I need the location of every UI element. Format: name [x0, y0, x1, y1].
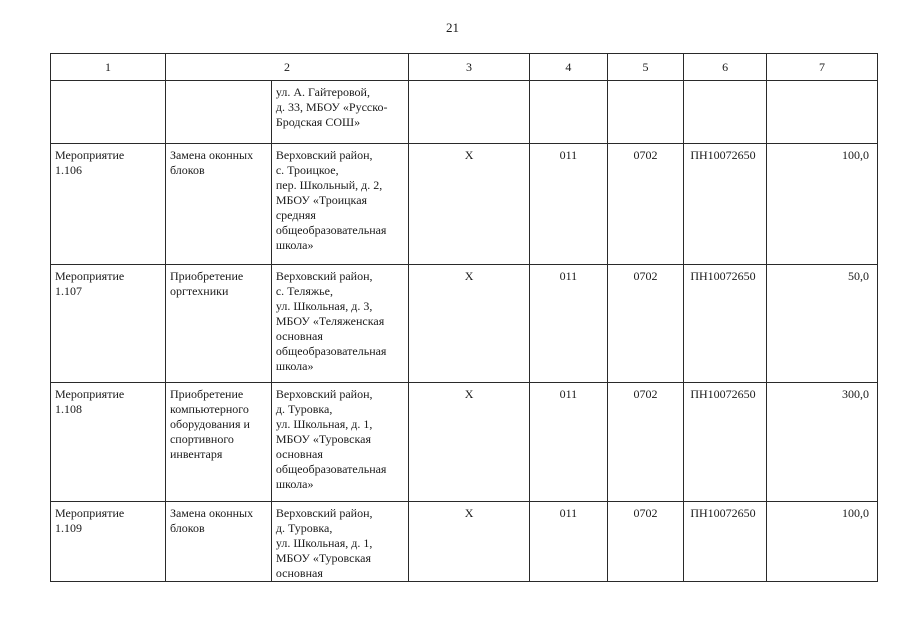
cell-col-5: 0702: [607, 144, 684, 265]
cell-col-3: Х: [409, 383, 530, 502]
cell-col-5: 0702: [607, 502, 684, 582]
cell-col-4: 011: [530, 144, 608, 265]
cell-col-7: 300,0: [767, 383, 878, 502]
header-col-4: 4: [530, 54, 608, 81]
cell-col-4: 011: [530, 502, 608, 582]
cell-col-7: 50,0: [767, 265, 878, 383]
header-row: [51, 54, 878, 81]
cell-col-3: Х: [409, 144, 530, 265]
header-col-5: 5: [607, 54, 684, 81]
continuation-cell-5: [607, 81, 684, 144]
event-number: Мероприятие 1.107: [51, 265, 166, 383]
cell-col-6: ПН10072650: [684, 502, 767, 582]
cell-col-4: 011: [530, 383, 608, 502]
event-name: Приобретение компьютерного оборудования и спортивного инвентаря: [165, 383, 271, 502]
page-number: 21: [446, 20, 459, 35]
continuation-cell-6: [684, 81, 767, 144]
event-name: Приобретение оргтехники: [165, 265, 271, 383]
continuation-cell-1: [51, 81, 166, 144]
event-number: Мероприятие 1.106: [51, 144, 166, 265]
header-col-7: 7: [767, 54, 878, 81]
cell-col-7: 100,0: [767, 502, 878, 582]
continuation-cell-3: [409, 81, 530, 144]
cell-col-6: ПН10072650: [684, 144, 767, 265]
event-name: Замена оконных блоков: [165, 144, 271, 265]
event-address: Верховский район, с. Троицкое, пер. Школьный, д. 2, МБОУ «Троицкая средняя общеобразовательная школа»: [271, 144, 408, 265]
cell-col-5: 0702: [607, 383, 684, 502]
continuation-cell-7: [767, 81, 878, 144]
event-name: Замена оконных блоков: [165, 502, 271, 582]
cell-col-6: ПН10072650: [684, 265, 767, 383]
event-address: Верховский район, д. Туровка, ул. Школьная, д. 1, МБОУ «Туровская основная общеобразовательная школа»: [271, 383, 408, 502]
event-address: Верховский район, с. Теляжье, ул. Школьная, д. 3, МБОУ «Теляженская основная общеобразовательная школа»: [271, 265, 408, 383]
header-col-3: 3: [409, 54, 530, 81]
table-row: [51, 383, 878, 502]
cell-col-7: 100,0: [767, 144, 878, 265]
header-col-6: 6: [684, 54, 767, 81]
table-row: [51, 265, 878, 383]
cell-col-6: ПН10072650: [684, 383, 767, 502]
table-row: [51, 502, 878, 582]
continuation-cell-4: [530, 81, 608, 144]
budget-table: [50, 53, 878, 582]
header-col-2: 2: [165, 54, 408, 81]
cell-col-4: 011: [530, 265, 608, 383]
event-number: Мероприятие 1.108: [51, 383, 166, 502]
continuation-row: [51, 81, 878, 144]
event-address: Верховский район, д. Туровка, ул. Школьная, д. 1, МБОУ «Туровская основная: [271, 502, 408, 582]
cell-col-3: Х: [409, 265, 530, 383]
event-number: Мероприятие 1.109: [51, 502, 166, 582]
cell-col-3: Х: [409, 502, 530, 582]
cell-col-5: 0702: [607, 265, 684, 383]
continuation-address: ул. А. Гайтеровой, д. 33, МБОУ «Русско- Бродская СОШ»: [271, 81, 408, 144]
continuation-cell-2: [165, 81, 271, 144]
header-col-1: 1: [51, 54, 166, 81]
table-row: [51, 144, 878, 265]
